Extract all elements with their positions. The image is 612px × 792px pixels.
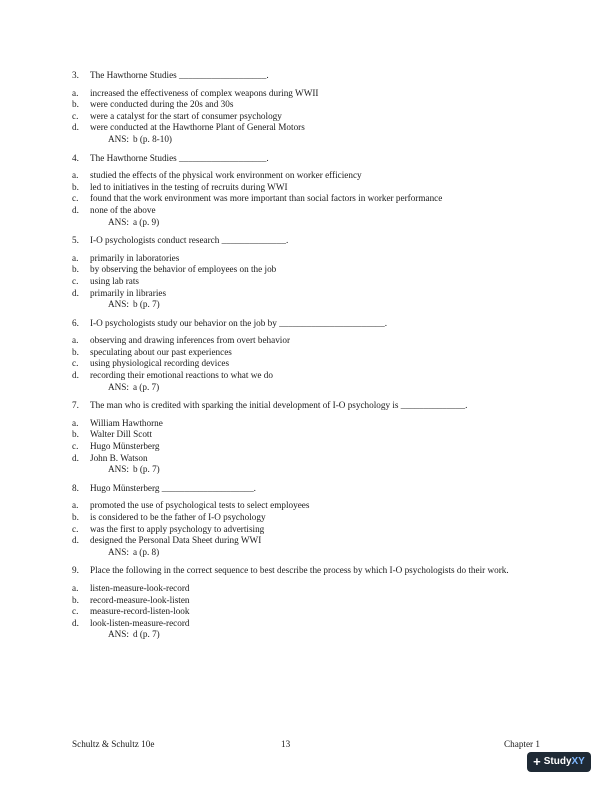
answer-options (72, 253, 542, 311)
option-letter: c. (72, 523, 79, 534)
question-number: 7. (72, 400, 79, 411)
answer-label: ANS: (108, 464, 129, 475)
answer-value: a (p. 8) (132, 546, 160, 557)
answer-option (72, 535, 542, 547)
answer-option (72, 370, 542, 382)
option-text: none of the above (90, 204, 156, 215)
option-text: primarily in laboratories (90, 252, 180, 263)
footer-book-title: Schultz & Schultz 10e (72, 739, 155, 749)
answer-option (72, 264, 542, 276)
option-letter: c. (72, 441, 79, 452)
question-stem (72, 235, 542, 247)
question-number: 4. (72, 152, 79, 163)
option-letter: d. (72, 535, 79, 546)
option-letter: b. (72, 181, 79, 192)
option-letter: a. (72, 417, 79, 428)
option-text: designed the Personal Data Sheet during WWI (90, 535, 262, 546)
answer-value: b (p. 8-10) (132, 133, 172, 144)
option-letter: a. (72, 500, 79, 511)
plus-icon: + (533, 754, 541, 769)
answer-option (72, 347, 542, 359)
question-number: 6. (72, 317, 79, 328)
question-item (72, 235, 542, 311)
option-text: recording their emotional reactions to what we do (90, 370, 273, 381)
question-text: I-O psychologists study our behavior on the job by _______________________. (90, 317, 388, 328)
question-number: 8. (72, 482, 79, 493)
question-number: 3. (72, 70, 79, 80)
option-letter: d. (72, 204, 79, 215)
option-text: speculating about our past experiences (90, 346, 232, 357)
option-letter: b. (72, 512, 79, 522)
option-letter: d. (72, 452, 79, 463)
question-stem (72, 483, 542, 495)
answer-options (72, 88, 542, 146)
option-letter: a. (72, 335, 79, 346)
option-letter: a. (72, 170, 79, 181)
option-letter: b. (72, 594, 79, 605)
question-item (72, 70, 542, 146)
answer-option (72, 122, 542, 134)
answer-option (72, 606, 542, 618)
option-letter: a. (72, 252, 79, 263)
option-letter: b. (72, 99, 79, 110)
answer-options (72, 418, 542, 476)
option-text: led to initiatives in the testing of recruits during WWI (90, 181, 288, 192)
option-text: Hugo Münsterberg (90, 441, 160, 452)
answer-option (72, 170, 542, 182)
answer-option (72, 182, 542, 194)
answer-label: ANS: (108, 299, 129, 310)
question-item (72, 400, 542, 476)
answer-key (72, 547, 542, 559)
question-stem (72, 70, 542, 82)
brand-suffix: XY (571, 756, 585, 767)
option-text: increased the effectiveness of complex weapons during WWII (90, 87, 319, 98)
answer-option (72, 453, 542, 465)
answer-option (72, 276, 542, 288)
option-text: observing and drawing inferences from overt behavior (90, 335, 291, 346)
option-letter: c. (72, 606, 79, 617)
option-text: is considered to be the father of I-O psychology (90, 512, 266, 522)
option-text: record-measure-look-listen (90, 594, 190, 605)
question-text: The Hawthorne Studies ___________________. (90, 152, 269, 163)
option-text: measure-record-listen-look (90, 606, 190, 617)
answer-key (72, 382, 542, 394)
option-text: were conducted at the Hawthorne Plant of General Motors (90, 122, 305, 133)
question-stem (72, 318, 542, 330)
answer-key (72, 629, 542, 641)
answer-key (72, 464, 542, 476)
option-letter: d. (72, 287, 79, 298)
option-letter: b. (72, 429, 79, 440)
answer-label: ANS: (108, 629, 129, 640)
brand-prefix: Study (543, 756, 572, 767)
answer-options (72, 583, 542, 641)
answer-value: a (p. 7) (132, 381, 160, 392)
option-text: using physiological recording devices (90, 358, 230, 369)
studyxy-badge[interactable] (527, 752, 591, 772)
answer-options (72, 335, 542, 393)
answer-option (72, 358, 542, 370)
footer-page-number: 13 (281, 739, 291, 749)
answer-option (72, 288, 542, 300)
answer-option (72, 512, 542, 524)
option-letter: c. (72, 358, 79, 369)
footer-chapter: Chapter 1 (504, 739, 540, 749)
option-text: John B. Watson (90, 452, 148, 463)
option-text: look-listen-measure-record (90, 617, 190, 628)
option-letter: c. (72, 193, 79, 204)
question-number: 9. (72, 565, 79, 576)
answer-value: b (p. 7) (132, 464, 160, 475)
option-text: listen-measure-look-record (90, 582, 190, 593)
option-text: was the first to apply psychology to advertising (90, 523, 265, 534)
answer-value: b (p. 7) (132, 299, 160, 310)
answer-option (72, 418, 542, 430)
option-text: primarily in libraries (90, 287, 167, 298)
option-letter: b. (72, 264, 79, 275)
question-stem (72, 565, 542, 577)
answer-option (72, 618, 542, 630)
option-text: William Hawthorne (90, 417, 163, 428)
answer-options (72, 500, 542, 558)
option-text: promoted the use of psychological tests to select employees (90, 500, 310, 511)
question-item (72, 483, 542, 559)
option-text: were conducted during the 20s and 30s (90, 99, 234, 110)
answer-value: a (p. 9) (132, 216, 160, 227)
answer-option (72, 335, 542, 347)
question-item (72, 318, 542, 394)
question-text: Hugo Münsterberg ____________________. (90, 482, 256, 493)
answer-label: ANS: (108, 216, 129, 227)
answer-option (72, 111, 542, 123)
option-letter: d. (72, 122, 79, 133)
option-letter: d. (72, 617, 79, 628)
option-text: found that the work environment was more important than social factors in worker performance (90, 193, 443, 204)
answer-key (72, 134, 542, 146)
option-text: studied the effects of the physical work environment on worker efficiency (90, 170, 362, 181)
question-number: 5. (72, 235, 79, 246)
question-stem (72, 153, 542, 165)
answer-label: ANS: (108, 546, 129, 557)
question-text: The man who is credited with sparking the initial development of I-O psychology is ______________. (90, 400, 468, 411)
answer-option (72, 524, 542, 536)
answer-option (72, 500, 542, 512)
question-item (72, 565, 542, 641)
answer-option (72, 441, 542, 453)
answer-option (72, 583, 542, 595)
page-footer (72, 739, 540, 751)
question-text: The Hawthorne Studies ___________________. (90, 70, 269, 80)
answer-key (72, 217, 542, 229)
option-letter: a. (72, 582, 79, 593)
answer-option (72, 429, 542, 441)
option-text: Walter Dill Scott (90, 429, 153, 440)
answer-option (72, 99, 542, 111)
answer-key (72, 299, 542, 311)
question-text: I-O psychologists conduct research ______________. (90, 235, 289, 246)
option-text: were a catalyst for the start of consumer psychology (90, 110, 282, 121)
question-item (72, 153, 542, 229)
question-list (72, 70, 542, 648)
option-letter: d. (72, 370, 79, 381)
option-letter: a. (72, 87, 79, 98)
question-stem (72, 400, 542, 412)
answer-option (72, 595, 542, 607)
answer-option (72, 253, 542, 265)
answer-value: d (p. 7) (132, 629, 160, 640)
option-letter: b. (72, 346, 79, 357)
question-text: Place the following in the correct sequence to best describe the process by which I-O psychologists do their work. (90, 565, 509, 576)
option-letter: c. (72, 110, 79, 121)
answer-label: ANS: (108, 381, 129, 392)
answer-option (72, 88, 542, 100)
answer-option (72, 193, 542, 205)
answer-label: ANS: (108, 133, 129, 144)
answer-options (72, 170, 542, 228)
option-text: by observing the behavior of employees on the job (90, 264, 277, 275)
option-text: using lab rats (90, 275, 139, 286)
option-letter: c. (72, 275, 79, 286)
answer-option (72, 205, 542, 217)
